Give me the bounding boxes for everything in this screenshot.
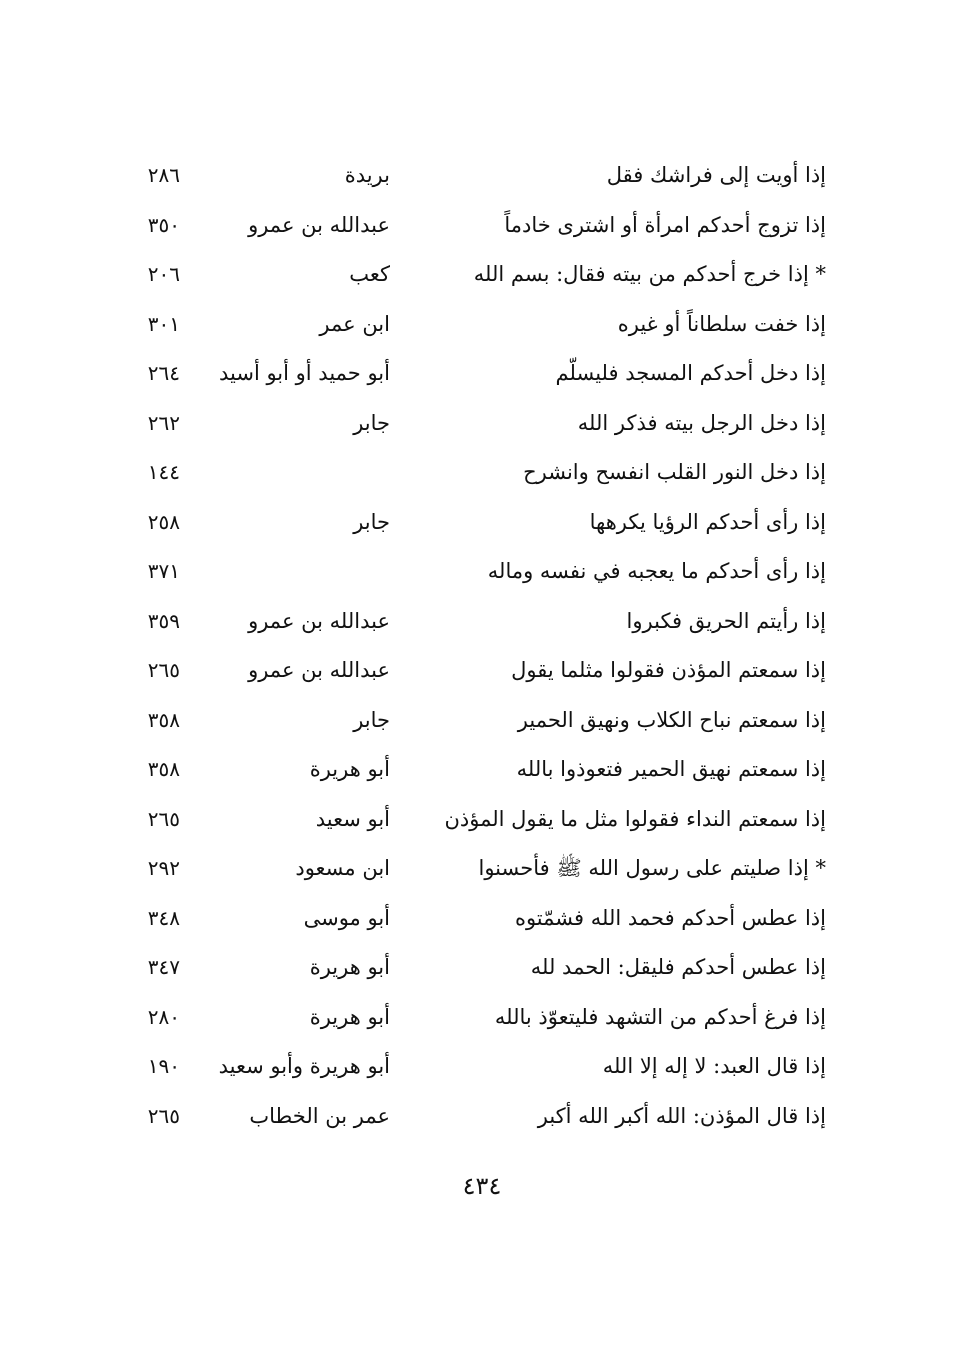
narrator: عبدالله بن عمرو	[248, 212, 390, 237]
index-row	[100, 745, 840, 795]
page-reference: ٣٥٠	[147, 212, 180, 237]
narrator: أبو هريرة	[309, 757, 390, 781]
hadith-text: إذا سمعتم النداء فقولوا مثل ما يقول المؤذن	[444, 806, 826, 831]
page-reference: ٢٦٢	[147, 410, 180, 435]
narrator: أبو هريرة	[309, 1004, 390, 1029]
hadith-text: إذا عطس أحدكم فحمد الله فشمّتوه	[514, 905, 826, 930]
index-row	[100, 844, 840, 894]
index-row	[100, 943, 840, 993]
page-reference: ٢٨٠	[147, 1004, 180, 1029]
narrator: بريدة	[344, 163, 390, 187]
hadith-text: إذا سمعتم المؤذن فقولوا مثلما يقول	[511, 658, 826, 682]
page-reference: ١٤٤	[147, 460, 180, 484]
narrator: أبو حميد أو أبو أسيد	[218, 361, 390, 385]
page-reference: ٣٤٧	[147, 955, 180, 979]
index-row	[100, 597, 840, 647]
page-reference: ٢٦٥	[147, 1103, 180, 1128]
hadith-text: إذا قال العبد: لا إله إلا الله	[602, 1054, 826, 1078]
page-reference: ٣٧١	[147, 559, 180, 583]
page-reference: ٢٩٢	[147, 856, 180, 880]
index-row	[100, 151, 840, 201]
hadith-text: إذا دخل الرجل بيته فذكر الله	[577, 410, 826, 435]
index-row	[100, 349, 840, 399]
hadith-text: إذا دخل النور القلب انفسح وانشرح	[523, 460, 826, 484]
page-reference: ٢٠٦	[147, 262, 180, 286]
hadith-text: إذا سمعتم نباح الكلاب ونهيق الحمير	[517, 707, 826, 732]
index-row	[100, 993, 840, 1043]
page-reference: ٢٦٤	[147, 361, 180, 385]
narrator: كعب	[349, 262, 390, 286]
narrator: ابن مسعود	[295, 856, 390, 880]
page-reference: ٣٤٨	[147, 905, 180, 930]
hadith-text: إذا رأى أحدكم ما يعجبه في نفسه وماله	[487, 559, 826, 583]
index-row	[100, 795, 840, 845]
narrator: أبو هريرة	[309, 955, 390, 979]
page-reference: ٣٥٩	[147, 608, 180, 633]
page-reference: ٢٥٨	[147, 509, 180, 534]
page-reference: ٢٦٥	[147, 806, 180, 831]
index-row	[100, 1092, 840, 1142]
page-reference: ٣٥٨	[147, 707, 180, 732]
narrator: عبدالله بن عمرو	[248, 658, 390, 682]
page-reference: ٢٨٦	[147, 163, 180, 187]
narrator: جابر	[353, 509, 390, 534]
index-row	[100, 399, 840, 449]
hadith-text: * إذا خرج أحدكم من بيته فقال: بسم الله	[473, 262, 826, 286]
index-row	[100, 300, 840, 350]
page-reference: ١٩٠	[147, 1054, 180, 1078]
hadith-text: إذا رأى أحدكم الرؤيا يكرهها	[589, 509, 826, 534]
page-reference: ٣٠١	[147, 311, 180, 336]
hadith-text: * إذا صليتم على رسول الله ﷺ فأحسنوا	[478, 856, 826, 880]
hadith-text: إذا أويت إلى فراشك فقل	[606, 163, 826, 187]
narrator: أبو موسى	[303, 905, 390, 930]
index-row	[100, 646, 840, 696]
page-number: ٤٣٤	[462, 1172, 502, 1200]
index-row	[100, 1042, 840, 1092]
index-row	[100, 498, 840, 548]
narrator: أبو سعيد	[315, 806, 390, 831]
narrator: أبو هريرة وأبو سعيد	[218, 1054, 390, 1078]
narrator	[200, 547, 390, 597]
hadith-text: إذا تزوج أحدكم امرأة أو اشترى خادماً	[504, 212, 826, 237]
index-row	[100, 696, 840, 746]
narrator: جابر	[353, 707, 390, 732]
hadith-text: إذا سمعتم نهيق الحمير فتعوذوا بالله	[516, 757, 826, 781]
hadith-index-table	[100, 151, 840, 1141]
page-reference: ٢٦٥	[147, 658, 180, 682]
narrator: ابن عمر	[319, 311, 390, 336]
hadith-text: إذا خفت سلطاناً أو غيره	[617, 311, 826, 336]
narrator: جابر	[353, 410, 390, 435]
narrator	[200, 448, 390, 498]
hadith-text: إذا رأيتم الحريق فكبروا	[626, 608, 826, 633]
index-row	[100, 894, 840, 944]
index-row	[100, 250, 840, 300]
hadith-text: إذا عطس أحدكم فليقل: الحمد لله	[530, 955, 826, 979]
hadith-text: إذا قال المؤذن: الله أكبر الله أكبر	[537, 1103, 826, 1128]
narrator: عبدالله بن عمرو	[248, 608, 390, 633]
page-reference: ٣٥٨	[147, 757, 180, 781]
hadith-text: إذا دخل أحدكم المسجد فليسلّم	[555, 361, 826, 385]
hadith-text: إذا فرغ أحدكم من التشهد فليتعوّذ بالله	[494, 1004, 826, 1029]
index-row	[100, 201, 840, 251]
narrator: عمر بن الخطاب	[249, 1103, 390, 1128]
index-row	[100, 448, 840, 498]
index-row	[100, 547, 840, 597]
